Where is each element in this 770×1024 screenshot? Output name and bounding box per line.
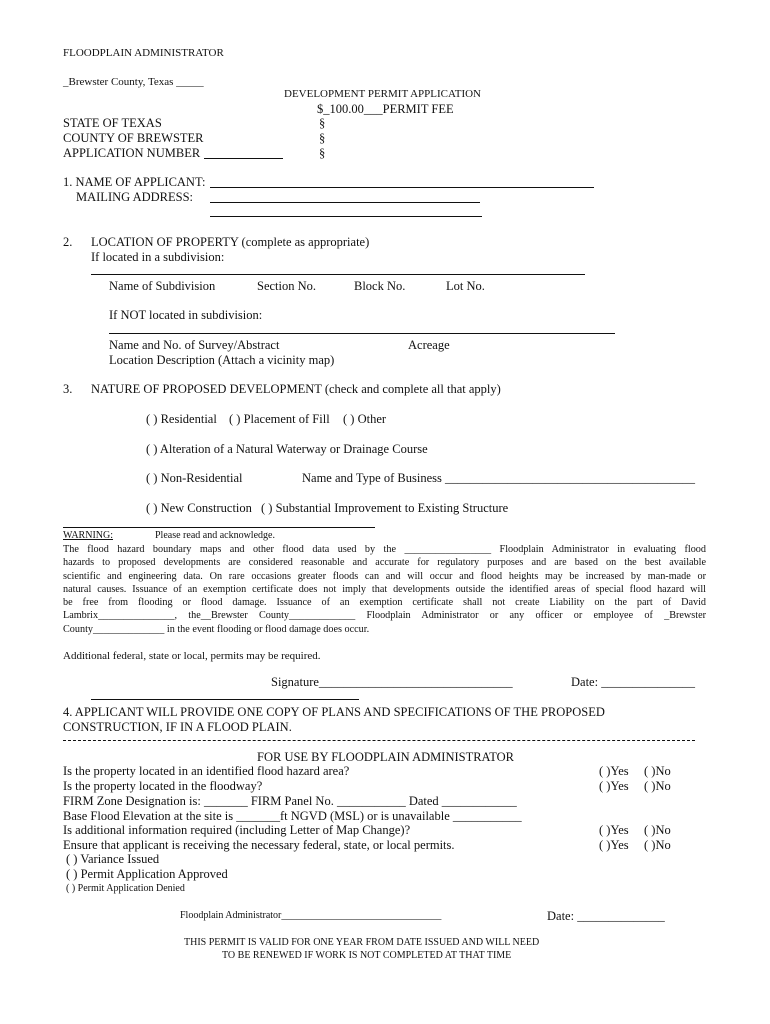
section-symbol: §: [319, 131, 326, 145]
q4-no-checkbox[interactable]: ( )No: [644, 838, 671, 852]
fill-checkbox[interactable]: ( ) Placement of Fill: [229, 412, 330, 426]
warning-line: scientific and engineering data. On rare occasions greater floods can and will occur and flood heights may be increased by man-made or: [63, 570, 706, 582]
warning-line: Lambrix_______________, the__Brewster County_____________ Floodplain Administrator or any officer or employee of _Brewster: [63, 610, 706, 622]
mailing-address-label: MAILING ADDRESS:: [76, 190, 194, 204]
warning-line: be free from flooding or flood damage. Issuance of an exemption certificate shall not create Liability on the part of David: [63, 597, 706, 609]
county-line: _Brewster County, Texas _____: [63, 76, 204, 88]
section-3-number: 3.: [63, 382, 73, 396]
validity-notice-1: THIS PERMIT IS VALID FOR ONE YEAR FROM DATE ISSUED AND WILL NEED: [184, 937, 540, 948]
warning-line: hazards to proposed developments are considered reasonable and accurate for regulatory purposes and are based on the best available: [63, 557, 706, 569]
section-2-number: 2.: [63, 235, 73, 249]
development-heading: NATURE OF PROPOSED DEVELOPMENT (check and complete all that apply): [91, 382, 501, 396]
section-no-label: Section No.: [257, 279, 317, 293]
q3-yes-checkbox[interactable]: ( )Yes: [599, 823, 629, 837]
floodway-question: Is the property located in the floodway?: [63, 779, 263, 793]
validity-notice-2: TO BE RENEWED IF WORK IS NOT COMPLETED AT THAT TIME: [222, 950, 512, 961]
block-no-label: Block No.: [354, 279, 406, 293]
admin-signature-field[interactable]: Floodplain Administrator________________________________: [180, 910, 442, 921]
additional-info-question: Is additional information required (including Letter of Map Change)?: [63, 823, 411, 837]
section-symbol: §: [319, 146, 326, 160]
location-description-label: Location Description (Attach a vicinity map): [109, 353, 335, 367]
substantial-improvement-checkbox[interactable]: ( ) Substantial Improvement to Existing Structure: [261, 501, 509, 515]
applicant-name-label: 1. NAME OF APPLICANT:: [63, 175, 206, 189]
warning-line: natural causes. Issuance of an exemption certificate does not imply that developments outside the identified areas of special flood hazard will: [63, 583, 706, 595]
form-title: DEVELOPMENT PERMIT APPLICATION: [284, 88, 481, 100]
application-number-field[interactable]: [204, 158, 283, 159]
mailing-address-field-2[interactable]: [210, 216, 482, 217]
administrator-heading: FLOODPLAIN ADMINISTRATOR: [63, 47, 224, 59]
location-heading: LOCATION OF PROPERTY (complete as appropriate): [91, 235, 370, 249]
additional-permits-note: Additional federal, state or local, permits may be required.: [63, 650, 321, 662]
dashed-divider: [63, 740, 695, 741]
firm-zone-field[interactable]: FIRM Zone Designation is: _______ FIRM Panel No. ___________ Dated ____________: [63, 794, 517, 808]
mailing-address-field-1[interactable]: [210, 202, 480, 203]
state-label: STATE OF TEXAS: [63, 116, 162, 130]
q2-no-checkbox[interactable]: ( )No: [644, 779, 671, 793]
section-symbol: §: [319, 116, 326, 130]
application-number-label: APPLICATION NUMBER: [63, 146, 201, 160]
lot-no-label: Lot No.: [446, 279, 485, 293]
in-subdivision-label: If located in a subdivision:: [91, 250, 225, 264]
admin-heading: FOR USE BY FLOODPLAIN ADMINISTRATOR: [257, 750, 514, 764]
divider: [63, 527, 375, 528]
county-label: COUNTY OF BREWSTER: [63, 131, 204, 145]
q3-no-checkbox[interactable]: ( )No: [644, 823, 671, 837]
base-flood-elevation-field[interactable]: Base Flood Elevation at the site is _______ft NGVD (MSL) or is unavailable ___________: [63, 809, 522, 823]
section-4-line-2: CONSTRUCTION, IF IN A FLOOD PLAIN.: [63, 720, 292, 734]
applicant-name-field[interactable]: [210, 187, 594, 188]
survey-label: Name and No. of Survey/Abstract: [109, 338, 280, 352]
subdivision-field[interactable]: [91, 274, 585, 275]
q1-yes-checkbox[interactable]: ( )Yes: [599, 764, 629, 778]
flood-hazard-question: Is the property located in an identified flood hazard area?: [63, 764, 350, 778]
business-field[interactable]: Name and Type of Business ________________________________________: [302, 471, 695, 485]
subdivision-name-label: Name of Subdivision: [109, 279, 216, 293]
denied-checkbox[interactable]: ( ) Permit Application Denied: [66, 883, 185, 894]
variance-checkbox[interactable]: ( ) Variance Issued: [66, 852, 160, 866]
warning-paragraph: [63, 543, 706, 636]
signature-field[interactable]: Signature_______________________________: [271, 675, 513, 689]
alteration-checkbox[interactable]: ( ) Alteration of a Natural Waterway or Drainage Course: [146, 442, 428, 456]
other-checkbox[interactable]: ( ) Other: [343, 412, 387, 426]
permit-fee: $_100.00___PERMIT FEE: [317, 102, 454, 116]
non-residential-checkbox[interactable]: ( ) Non-Residential: [146, 471, 243, 485]
new-construction-checkbox[interactable]: ( ) New Construction: [146, 501, 252, 515]
admin-date-field[interactable]: Date: ______________: [547, 909, 665, 923]
warning-line: County______________ in the event flooding or flood damage does occur.: [63, 623, 370, 635]
acreage-label: Acreage: [408, 338, 450, 352]
q1-no-checkbox[interactable]: ( )No: [644, 764, 671, 778]
q2-yes-checkbox[interactable]: ( )Yes: [599, 779, 629, 793]
signature-line: [91, 699, 359, 700]
warning-line: The flood hazard boundary maps and other flood data used by the _________________ Floodplain Administrator in evaluating flood: [63, 544, 706, 555]
permits-question: Ensure that applicant is receiving the necessary federal, state, or local permits.: [63, 838, 455, 852]
residential-checkbox[interactable]: ( ) Residential: [146, 412, 217, 426]
q4-yes-checkbox[interactable]: ( )Yes: [599, 838, 629, 852]
signature-date-field[interactable]: Date: _______________: [571, 675, 695, 689]
warning-label: WARNING:: [63, 530, 113, 541]
warning-ack: Please read and acknowledge.: [155, 530, 275, 541]
survey-field[interactable]: [109, 333, 615, 334]
not-subdivision-label: If NOT located in subdivision:: [109, 308, 263, 322]
section-4-line-1: 4. APPLICANT WILL PROVIDE ONE COPY OF PLANS AND SPECIFICATIONS OF THE PROPOSED: [63, 705, 605, 719]
approved-checkbox[interactable]: ( ) Permit Application Approved: [66, 867, 228, 881]
